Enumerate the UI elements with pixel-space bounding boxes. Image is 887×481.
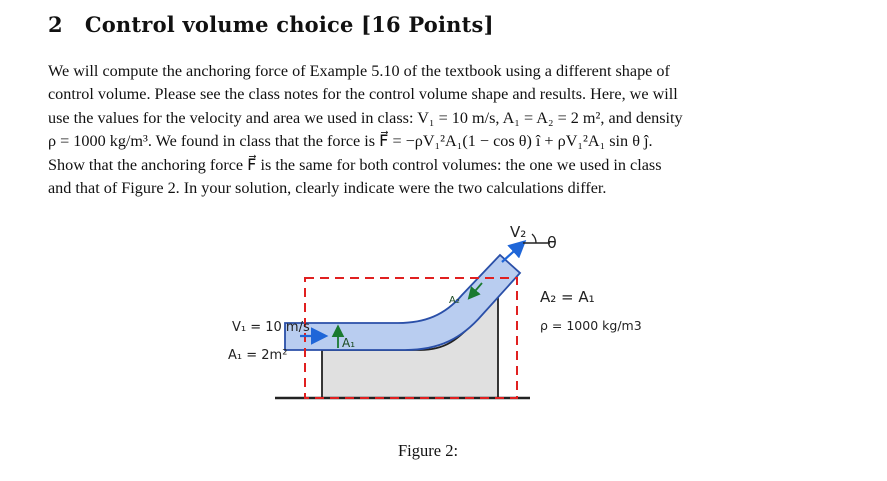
outlet-velocity-arrow (502, 243, 523, 262)
a2-equals-a1-label: A₂ = A₁ (540, 288, 595, 306)
section-title: Control volume choice [16 Points] (84, 12, 494, 37)
angle-arc (532, 234, 536, 243)
paragraph-line-2: control volume. Please see the class notes for the control volume shape and results. Here, we will (48, 85, 678, 104)
paragraph-line-6: and that of Figure 2. In your solution, clearly indicate were the two calculations differ. (48, 179, 607, 198)
v1-label: V₁ = 10 m/s (232, 320, 310, 335)
section-number: 2 (48, 12, 63, 37)
a1-label: A₁ = 2m² (228, 348, 288, 363)
theta-label: θ (547, 233, 557, 252)
paragraph-line-4: ρ = 1000 kg/m³. We found in class that the force is F⃗ = −ρV₁²A₁(1 − cos θ) î + ρV₁²A₁ sin θ ĵ. (48, 132, 653, 151)
outlet-area-label: A₂ (449, 295, 460, 306)
figure-caption: Figure 2: (398, 441, 459, 460)
paragraph-line-3: use the values for the velocity and area we used in class: V₁ = 10 m/s, A₁ = A₂ = 2 m², and density (48, 108, 683, 127)
paragraph-line-1: We will compute the anchoring force of Example 5.10 of the textbook using a different shape of (48, 62, 670, 80)
paragraph-line-5: Show that the anchoring force F⃗ is the same for both control volumes: the one we used in class (48, 155, 662, 174)
v2-label: V₂ (510, 223, 527, 241)
density-label: ρ = 1000 kg/m3 (540, 318, 642, 333)
inlet-area-label: A₁ (342, 336, 356, 350)
